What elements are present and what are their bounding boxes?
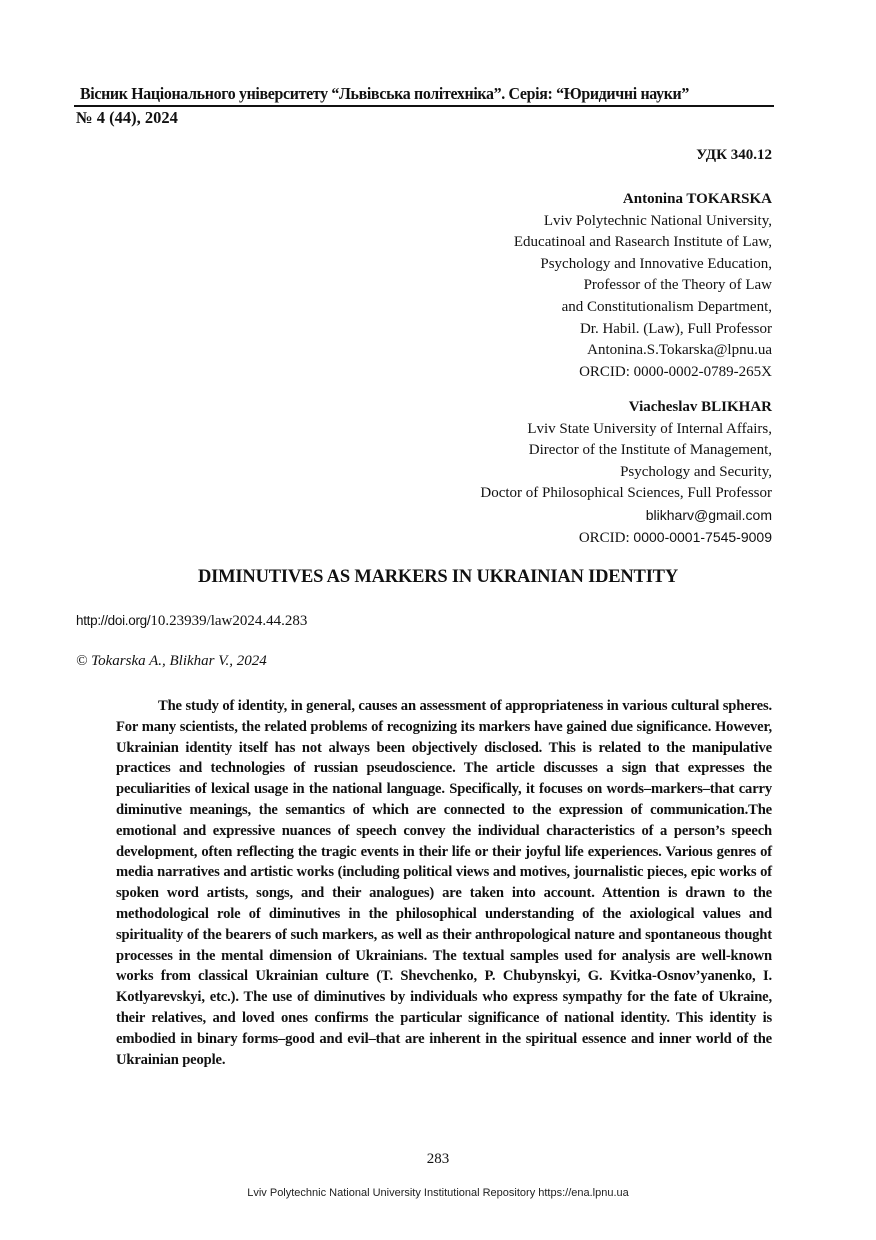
doi-prefix: http://doi.org/: [76, 613, 151, 628]
author-affiliation: Educatinoal and Rasearch Institute of Law,: [513, 234, 772, 251]
copyright: © Tokarska A., Blikhar V., 2024: [76, 653, 267, 669]
header-rule: [74, 105, 774, 107]
page-number: 283: [426, 1151, 450, 1167]
orcid-label: ORCID:: [578, 529, 634, 546]
orcid-label: ORCID:: [579, 363, 634, 380]
abstract: The study of identity, in general, causes an assessment of appropriateness in various cultural spheres. For many scientists, the related problems of recognizing its markers have gained due significance. However, Ukrainian identity itself has not always been objectively disclosed. This is related to the manipulative practices and technologies of russian pseudoscience. The article discusses a sign that expresses the peculiarities of lexical usage in the national language. Specifically, it focuses on words–markers–that carry diminutive meanings, the semantics of which are connected to the expression of communication.The emotional and expressive nuances of speech convey the individual characteristics of a person’s speech development, often reflecting the tragic events in their life or their joyful life experiences. Various genres of media narratives and artistic works (including political views and motives, journalistic pieces, epic works of spoken word artists, songs, and their analogues) are taken into account. Attention is drawn to the methodological role of diminutives in the philosophical understanding of the axiological values and spirituality of the bearers of such markers, as well as their anthropological nature and spontaneous thought processes in the mental dimension of Ukrainians. The textual samples used for analysis are well-known works from classical Ukrainian culture (T. Shevchenko, P. Chubynskyi, G. Kvitka-Osnov’yanenko, I. Kotlyarevskyi, etc.). The use of diminutives by individuals who express sympathy for the fate of Ukraine, their relatives, and loved ones confirms the particular significance of national identity. This identity is embodied in binary forms–good and evil–that are inherent in the spiritual essence and inner world of the Ukrainian people.: [116, 698, 772, 1068]
author-position: Professor of the Theory of Law: [583, 277, 772, 294]
author-orcid: [514, 362, 772, 384]
author-name: Viacheslav BLIKHAR: [628, 399, 772, 415]
author-name: Antonina TOKARSKA: [622, 191, 772, 207]
author-orcid: [480, 527, 772, 550]
author-degree: Dr. Habil. (Law), Full Professor: [579, 320, 772, 337]
orcid-id[interactable]: 0000-0001-7545-9009: [633, 528, 772, 545]
author-degree: Doctor of Philosophical Sciences, Full Professor: [480, 485, 772, 502]
author-affiliation: Psychology and Innovative Education,: [540, 255, 772, 272]
author-affiliation: Lviv Polytechnic National University,: [543, 212, 772, 229]
doi-suffix: 10.23939/law2024.44.283: [150, 613, 308, 629]
author-block: [514, 189, 772, 383]
author-position: Psychology and Security,: [620, 463, 772, 480]
issue-number: № 4 (44), 2024: [76, 108, 178, 127]
author-email[interactable]: blikharv@gmail.com: [645, 506, 772, 523]
repository-footer: Lviv Polytechnic National University Institutional Repository https://ena.lpnu.ua: [247, 1187, 629, 1199]
journal-title: Вісник Національного університету “Львівська політехніка”. Серія: “Юридичні науки”: [80, 84, 690, 103]
author-email[interactable]: Antonina.S.Tokarska@lpnu.ua: [587, 342, 772, 359]
doi-link[interactable]: [76, 613, 307, 630]
author-affiliation: Lviv State University of Internal Affairs,: [527, 420, 772, 437]
author-block: [480, 397, 772, 549]
author-position: Director of the Institute of Management,: [528, 442, 772, 459]
udk-code: УДК 340.12: [696, 147, 772, 163]
orcid-id[interactable]: 0000-0002-0789-265X: [633, 363, 772, 380]
paper-title: DIMINUTIVES AS MARKERS IN UKRAINIAN IDENTITY: [198, 567, 678, 587]
author-position: and Constitutionalism Department,: [561, 298, 772, 315]
